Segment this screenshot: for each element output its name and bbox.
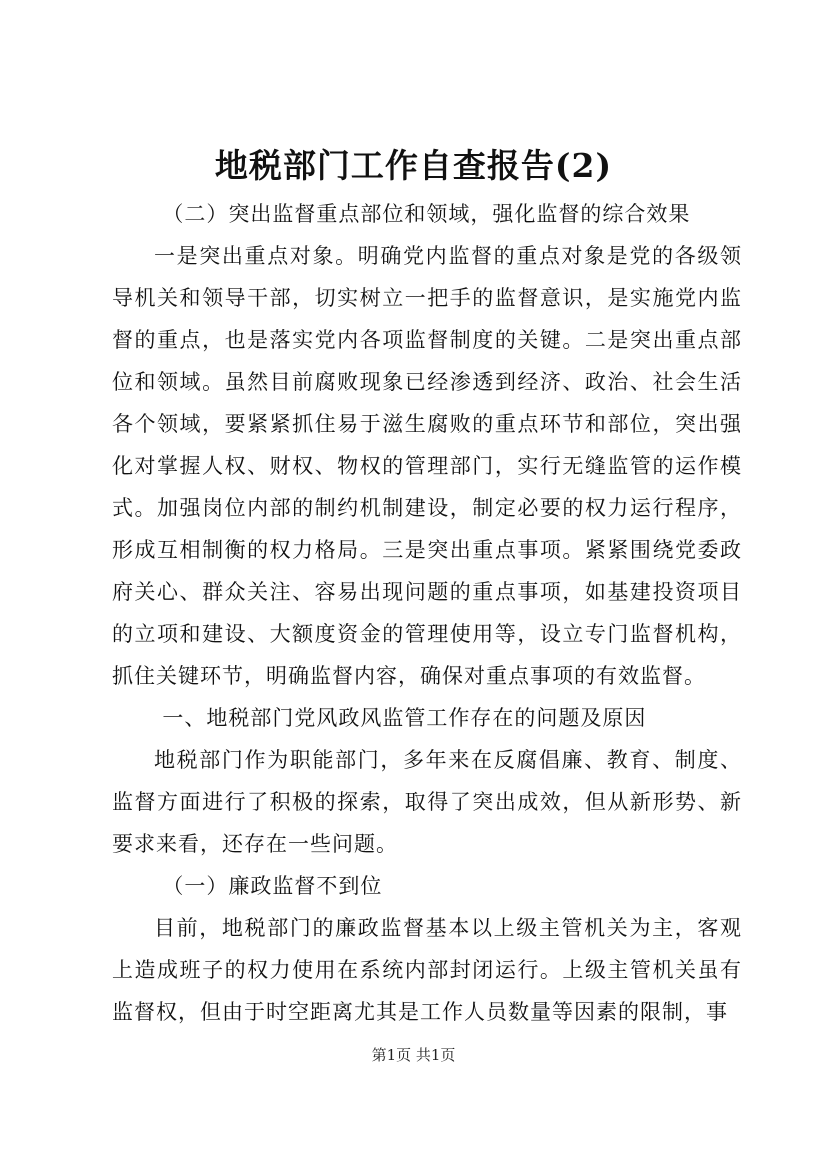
body-paragraph: 目前，地税部门的廉政监督基本以上级主管机关为主，客观上造成班子的权力使用在系统内部封闭运行。上级主管机关虽有监督权，但由于时空距离尤其是工作人员数量等因素的限制，事: [112, 916, 742, 1024]
page-footer: 第1页 共1页: [371, 1046, 456, 1064]
section-heading: （一）廉政监督不到位: [162, 874, 383, 898]
body-paragraph: 一是突出重点对象。明确党内监督的重点对象是党的各级领导机关和领导干部，切实树立一把手的监督意识，是实施党内监督的重点，也是落实党内各项监督制度的关键。二是突出重点部位和领域。虽然目前腐败现象已经渗透到经济、政治、社会生活各个领域，要紧紧抓住易于滋生腐败的重点环节和部位，突出强化对掌握人权、财权、物权的管理部门，实行无缝监管的运作模式。加强岗位内部的制约机制建设，制定必要的权力运行程序，形成互相制衡的权力格局。三是突出重点事项。紧紧围绕党委政府关心、群众关注、容易出现问题的重点事项，如基建投资项目的立项和建设、大额度资金的管理使用等，设立专门监督机构，抓住关键环节，明确监督内容，确保对重点事项的有效监督。: [112, 244, 742, 688]
document-body: [112, 193, 742, 1033]
section-heading: 一、地税部门党风政风监管工作存在的问题及原因: [162, 706, 647, 730]
section-heading: （二）突出监督重点部位和领域，强化监督的综合效果: [162, 202, 691, 226]
body-paragraph: 地税部门作为职能部门，多年来在反腐倡廉、教育、制度、监督方面进行了积极的探索，取得了突出成效，但从新形势、新要求来看，还存在一些问题。: [112, 748, 742, 856]
document-title: 地税部门工作自查报告(2): [214, 146, 613, 185]
